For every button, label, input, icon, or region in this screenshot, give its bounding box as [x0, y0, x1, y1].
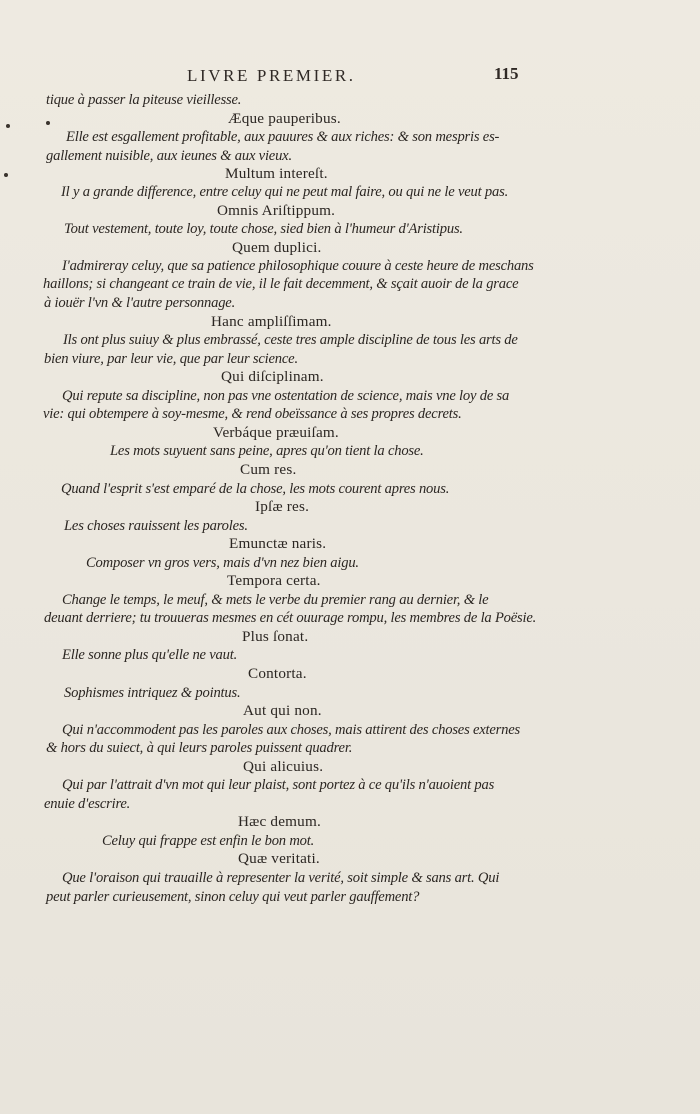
text-line: Tout vestement, toute loy, toute chose, sied bien à l'humeur d'Aristipus. [64, 221, 463, 237]
text-line: Quand l'esprit s'est emparé de la chose, les mots courent apres nous. [61, 481, 450, 497]
page-header [0, 62, 700, 92]
text-line: à iouër l'vn & l'autre personnage. [44, 295, 236, 311]
latin-lemma: Plus ſonat. [242, 628, 309, 645]
text-line: Que l'oraison qui trauaille à representer la verité, soit simple & sans art. Qui [62, 870, 500, 886]
text-line: enuie d'escrire. [44, 796, 131, 812]
text-line: I'admireray celuy, que sa patience philosophique couure à ceste heure de meschans [62, 258, 534, 274]
margin-dot [46, 121, 50, 125]
text-line: Les choses rauissent les paroles. [64, 518, 248, 534]
text-line: Qui n'accommodent pas les paroles aux choses, mais attirent des choses externes [62, 722, 521, 738]
latin-lemma: Emunctæ naris. [229, 535, 327, 552]
latin-lemma: Æque pauperibus. [228, 110, 341, 127]
latin-lemma: Omnis Ariſtippum. [217, 202, 336, 219]
latin-lemma: Verbáque præuiſam. [213, 424, 339, 441]
margin-dot [4, 173, 8, 177]
text-line: Elle sonne plus qu'elle ne vaut. [62, 647, 238, 663]
latin-lemma: Hæc demum. [238, 813, 321, 830]
running-head: LIVRE PREMIER. [187, 66, 356, 85]
latin-lemma: Qui alicuius. [243, 758, 324, 775]
text-line: Qui repute sa discipline, non pas vne ostentation de science, mais vne loy de sa [62, 388, 510, 404]
text-line: Elle est esgallement profitable, aux pauures & aux riches: & son mespris es- [66, 129, 500, 145]
text-line: deuant derriere; tu trouueras mesmes en cét ouurage rompu, les membres de la Poësie. [44, 610, 537, 626]
text-line: bien viure, par leur vie, que par leur science. [44, 351, 298, 367]
text-line: Qui par l'attrait d'vn mot qui leur plaist, sont portez à ce qu'ils n'auoient pas [62, 777, 495, 793]
text-line: & hors du suiect, à qui leurs paroles puissent quadrer. [46, 740, 353, 756]
latin-lemma: Qui diſciplinam. [221, 368, 324, 385]
text-line: Change le temps, le meuf, & mets le verbe du premier rang au dernier, & le [62, 592, 489, 608]
text-line: vie: qui obtempere à soy-mesme, & rend obeïssance à ses propres decrets. [43, 406, 462, 422]
latin-lemma: Multum intereſt. [225, 165, 328, 182]
latin-lemma: Cum res. [240, 461, 297, 478]
latin-lemma: Aut qui non. [243, 702, 322, 719]
latin-lemma: Quem duplici. [232, 239, 322, 256]
text-line: tique à passer la piteuse vieillesse. [46, 92, 242, 108]
page-number: 115 [494, 64, 519, 83]
text-line: peut parler curieusement, sinon celuy qui veut parler gauffement? [46, 889, 420, 905]
latin-lemma: Ipſæ res. [255, 498, 310, 515]
latin-lemma: Hanc ampliſſimam. [211, 313, 332, 330]
text-line: Il y a grande difference, entre celuy qui ne peut mal faire, ou qui ne le veut pas. [61, 184, 509, 200]
latin-lemma: Contorta. [248, 665, 307, 682]
margin-dot [6, 124, 10, 128]
text-line: Celuy qui frappe est enfin le bon mot. [102, 833, 315, 849]
text-line: Sophismes intriquez & pointus. [64, 685, 241, 701]
text-line: haillons; si changeant ce train de vie, il le fait decemment, & sçait auoir de la grace [43, 276, 519, 292]
latin-lemma: Quæ veritati. [238, 850, 320, 867]
text-line: Composer vn gros vers, mais d'vn nez bien aigu. [86, 555, 359, 571]
text-line: gallement nuisible, aux ieunes & aux vieux. [46, 148, 292, 164]
latin-lemma: Tempora certa. [227, 572, 321, 589]
text-line: Ils ont plus suiuy & plus embrassé, ceste tres ample discipline de tous les arts de [63, 332, 518, 348]
text-line: Les mots suyuent sans peine, apres qu'on tient la chose. [110, 443, 424, 459]
